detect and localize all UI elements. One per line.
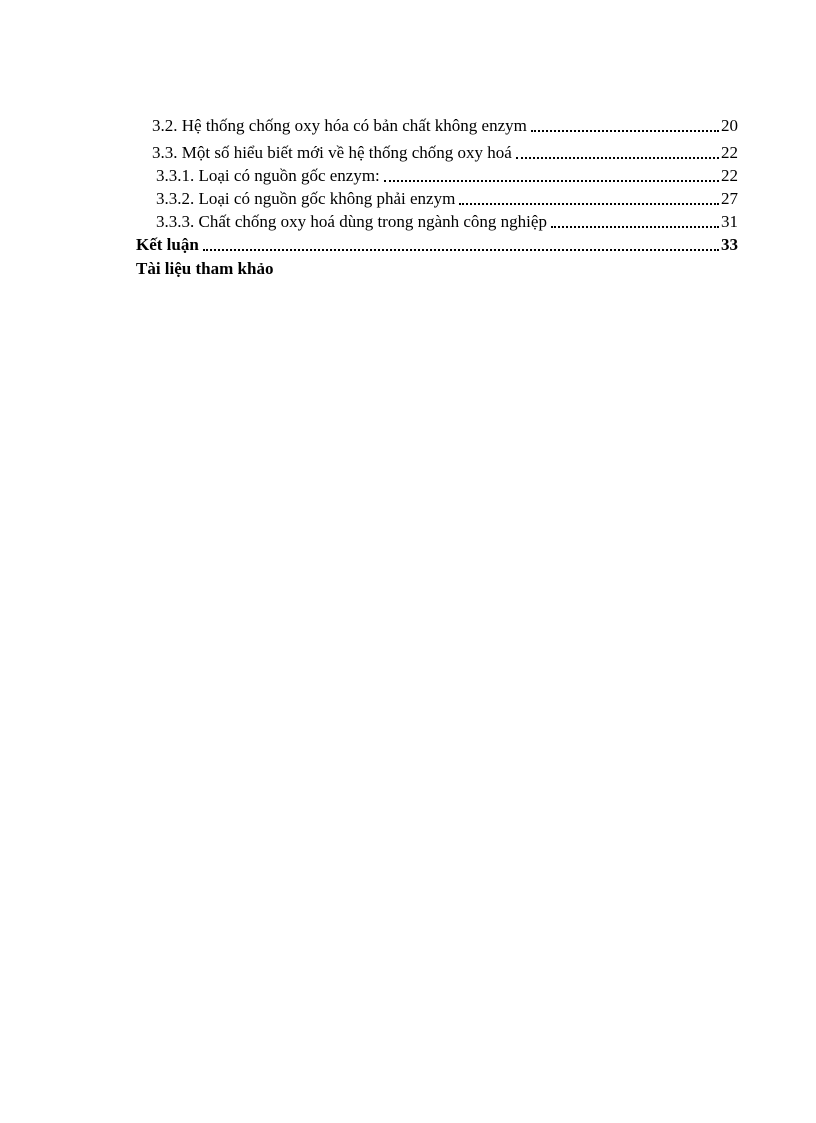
toc-entry-conclusion[interactable] (136, 231, 738, 255)
toc-entry-label: 3.3.1. Loại có nguồn gốc enzym: (156, 166, 380, 185)
toc-entry-label: 3.3.2. Loại có nguồn gốc không phải enzym (156, 189, 456, 208)
dot-leader (459, 203, 719, 205)
toc-entry-label: 3.2. Hệ thống chống oxy hóa có bản chất không enzym (152, 116, 527, 135)
toc-entry-page: 22 (721, 166, 738, 185)
toc-entry-page: 22 (721, 143, 738, 162)
toc-entry-3-3-1[interactable] (156, 162, 738, 186)
toc-entry-3-2[interactable] (152, 112, 738, 136)
toc-entry-3-3-3[interactable] (156, 208, 738, 232)
toc-entry-page: 33 (721, 235, 738, 254)
toc-entry-3-3[interactable] (152, 139, 738, 163)
toc-entry-label: 3.3.3. Chất chống oxy hoá dùng trong ngành công nghiệp (156, 212, 547, 231)
toc-entry-label: Kết luận (136, 235, 199, 254)
toc-entry-label: Tài liệu tham khảo (136, 259, 274, 278)
toc-entry-page: 20 (721, 116, 738, 135)
toc-entry-3-3-2[interactable] (156, 185, 738, 209)
toc-entry-page: 31 (721, 212, 738, 231)
toc-entry-label: 3.3. Một số hiểu biết mới về hệ thống chống oxy hoá (152, 143, 512, 162)
dot-leader (384, 180, 719, 182)
dot-leader (531, 130, 719, 132)
toc-entry-references[interactable] (136, 255, 738, 279)
dot-leader (551, 226, 719, 228)
toc-entry-page: 27 (721, 189, 738, 208)
dot-leader (203, 249, 719, 251)
dot-leader (516, 157, 719, 159)
